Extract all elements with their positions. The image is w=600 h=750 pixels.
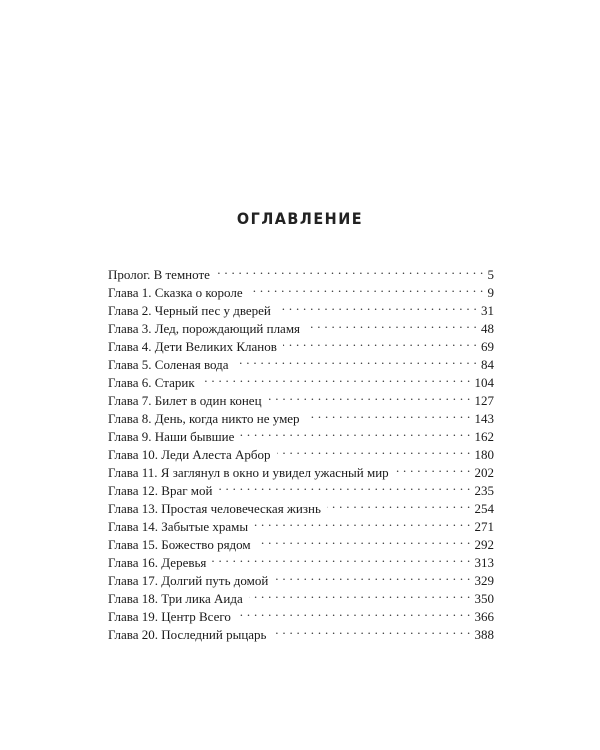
toc-dot-leader <box>257 531 471 549</box>
toc-entry-title: Глава 1. Сказка о короле <box>108 285 243 300</box>
toc-entry-page-number: 31 <box>481 303 494 318</box>
toc-entry-title: Глава 8. День, когда никто не умер <box>108 411 300 426</box>
toc-dot-leader <box>306 405 471 423</box>
toc-entry <box>108 261 494 282</box>
toc-entry-title: Глава 19. Центр Всего <box>108 609 231 624</box>
toc-entry-title: Глава 3. Лед, порождающий пламя <box>108 321 301 336</box>
toc-dot-leader <box>235 351 477 369</box>
toc-entry-page-number: 69 <box>481 339 494 354</box>
toc-entry-page-number: 48 <box>481 321 494 336</box>
toc-entry-page-number: 162 <box>474 429 494 444</box>
toc-entry-title: Глава 9. Наши бывшие <box>108 429 235 444</box>
toc-entry-title: Глава 16. Деревья <box>108 555 207 570</box>
toc-dot-leader <box>274 567 470 585</box>
toc-dot-leader <box>327 495 471 513</box>
toc-entry-title: Глава 20. Последний рыцарь <box>108 627 267 642</box>
toc-entry-title: Глава 12. Враг мой <box>108 483 213 498</box>
toc-dot-leader <box>268 387 471 405</box>
toc-entry-title: Глава 2. Черный пес у дверей <box>108 303 271 318</box>
toc-dot-leader <box>277 441 471 459</box>
toc-entry-page-number: 313 <box>474 555 494 570</box>
toc-entry-title: Глава 17. Долгий путь домой <box>108 573 269 588</box>
toc-entry-page-number: 104 <box>474 375 494 390</box>
toc-entry-page-number: 202 <box>474 465 494 480</box>
toc-entry-page-number: 84 <box>481 357 494 372</box>
toc-dot-leader <box>201 369 471 387</box>
toc-dot-leader <box>249 585 471 603</box>
toc-entry-page-number: 180 <box>474 447 494 462</box>
toc-entry-page-number: 254 <box>474 501 494 516</box>
toc-entry-title: Глава 15. Божество рядом <box>108 537 251 552</box>
toc-dot-leader <box>237 603 471 621</box>
toc-entry-title: Глава 13. Простая человеческая жизнь <box>108 501 321 516</box>
toc-entry-page-number: 271 <box>474 519 494 534</box>
toc-dot-leader <box>277 297 477 315</box>
toc-entry-title: Глава 6. Старик <box>108 375 195 390</box>
toc-entry-page-number: 5 <box>487 267 494 282</box>
toc-entry-title: Глава 10. Леди Алеста Арбор <box>108 447 271 462</box>
toc-dot-leader <box>216 261 484 279</box>
toc-list <box>108 261 494 642</box>
toc-entry-page-number: 350 <box>474 591 494 606</box>
toc-entry-page-number: 292 <box>474 537 494 552</box>
toc-dot-leader <box>240 423 470 441</box>
toc-entry-title: Глава 18. Три лика Аида <box>108 591 243 606</box>
toc-dot-leader <box>219 477 471 495</box>
toc-entry-title: Глава 4. Дети Великих Кланов <box>108 339 277 354</box>
toc-entry-title: Глава 11. Я заглянул в окно и увидел ужасный мир <box>108 465 389 480</box>
toc-entry-title: Глава 14. Забытые храмы <box>108 519 249 534</box>
toc-dot-leader <box>395 459 471 477</box>
toc-dot-leader <box>249 279 484 297</box>
toc-entry-page-number: 366 <box>474 609 494 624</box>
toc-dot-leader <box>272 621 470 639</box>
toc-dot-leader <box>212 549 470 567</box>
toc-entry-title: Глава 5. Соленая вода <box>108 357 229 372</box>
toc-entry-page-number: 388 <box>474 627 494 642</box>
toc-dot-leader <box>306 315 477 333</box>
toc-entry-page-number: 143 <box>474 411 494 426</box>
toc-entry-title: Пролог. В темноте <box>108 267 210 282</box>
toc-entry-page-number: 127 <box>474 393 494 408</box>
toc-heading: ОГЛАВЛЕНИЕ <box>236 209 364 228</box>
toc-entry-page-number: 329 <box>474 573 494 588</box>
toc-entry-page-number: 235 <box>474 483 494 498</box>
toc-dot-leader <box>283 333 477 351</box>
toc-entry-page-number: 9 <box>487 285 494 300</box>
toc-dot-leader <box>254 513 470 531</box>
toc-entry-title: Глава 7. Билет в один конец <box>108 393 262 408</box>
